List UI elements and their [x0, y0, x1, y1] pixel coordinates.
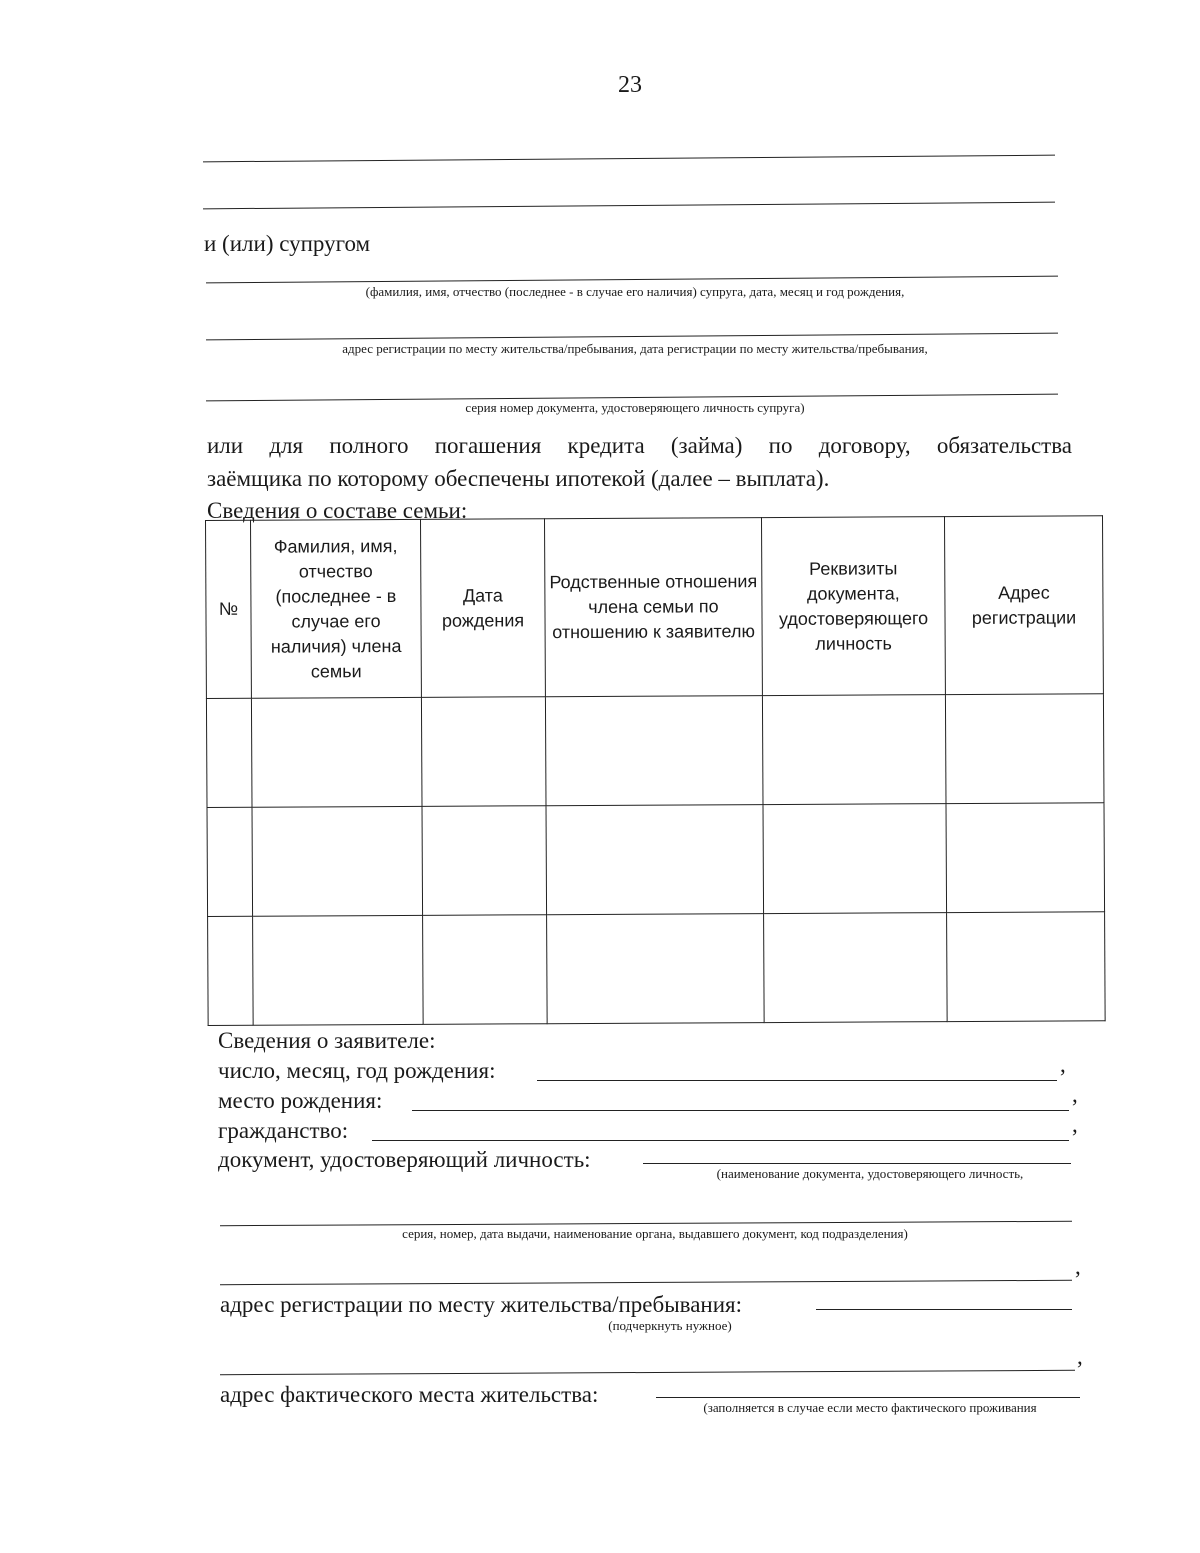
table-cell[interactable]	[421, 697, 546, 807]
actual-address-caption: (заполняется в случае если место фактического проживания	[703, 1400, 1037, 1415]
applicant-heading: Сведения о заявителе:	[218, 1028, 436, 1053]
page-number: 23	[618, 72, 642, 98]
table-row	[208, 912, 1106, 1026]
table-cell[interactable]	[207, 807, 253, 916]
header-full-name: Фамилия, имя, отчество (последнее - в случае его наличия) члена семьи	[251, 519, 422, 698]
reg-address-extra-comma: ,	[1077, 1344, 1083, 1369]
table-cell[interactable]	[946, 803, 1105, 913]
table-cell[interactable]	[208, 916, 254, 1025]
reg-address-extra-field[interactable]	[220, 1370, 1075, 1375]
paragraph-line-2: заёмщика по которому обеспечены ипотекой (далее – выплата).	[207, 466, 830, 491]
id-document-caption: (наименование документа, удостоверяющего личность,	[716, 1166, 1024, 1181]
header-relationship: Родственные отношения члена семьи по отношению к заявителю	[544, 518, 762, 697]
citizenship-field[interactable]	[372, 1140, 1069, 1141]
table-cell[interactable]	[546, 805, 764, 915]
table-cell[interactable]	[423, 915, 548, 1025]
header-address: Адрес регистрации	[944, 516, 1103, 695]
spouse-address-caption: адрес регистрации по месту жительства/пребывания, дата регистрации по месту жительства/пребывания,	[342, 341, 928, 356]
table-cell[interactable]	[764, 913, 948, 1023]
citizenship-comma: ,	[1072, 1112, 1078, 1137]
spouse-name-caption: (фамилия, имя, отчество (последнее - в случае его наличия) супруга, дата, месяц и год рождения,	[365, 284, 905, 299]
table-cell[interactable]	[762, 695, 946, 805]
actual-address-field[interactable]	[656, 1397, 1080, 1398]
spouse-name-line[interactable]	[206, 276, 1058, 284]
paragraph-line-1: или для полного погашения кредита (займа) по договору, обязательства	[207, 433, 1072, 458]
spouse-address-line[interactable]	[206, 333, 1058, 341]
header-number: №	[206, 520, 252, 698]
id-details-caption: серия, номер, дата выдачи, наименование органа, выдавшего документ, код подразделения)	[402, 1226, 908, 1241]
citizenship-label: гражданство:	[218, 1118, 349, 1143]
table-cell[interactable]	[947, 912, 1106, 1022]
id-extra-comma: ,	[1075, 1254, 1081, 1279]
spouse-document-caption: серия номер документа, удостоверяющего личность супруга)	[465, 400, 805, 415]
table-cell[interactable]	[763, 804, 947, 914]
actual-address-label: адрес фактического места жительства:	[220, 1382, 599, 1407]
table-row	[206, 694, 1104, 808]
birth-date-field[interactable]	[537, 1080, 1057, 1081]
reg-address-label: адрес регистрации по месту жительства/пребывания:	[220, 1292, 742, 1317]
birth-place-label: место рождения:	[218, 1088, 383, 1113]
table-cell[interactable]	[547, 914, 765, 1024]
birth-date-label: число, месяц, год рождения:	[218, 1058, 496, 1083]
table-cell[interactable]	[251, 697, 422, 807]
spouse-label: и (или) супругом	[204, 231, 371, 256]
table-header-row	[206, 516, 1104, 699]
header-id-document: Реквизиты документа, удостоверяющего личность	[761, 517, 945, 696]
id-extra-field[interactable]	[220, 1280, 1072, 1285]
table-cell[interactable]	[945, 694, 1104, 804]
table-cell[interactable]	[252, 806, 423, 916]
birth-date-comma: ,	[1060, 1052, 1066, 1077]
table-cell[interactable]	[253, 915, 424, 1025]
table-row	[207, 803, 1105, 917]
birth-place-comma: ,	[1072, 1082, 1078, 1107]
id-document-label: документ, удостоверяющий личность:	[218, 1147, 591, 1172]
table-cell[interactable]	[206, 698, 252, 807]
reg-address-field[interactable]	[816, 1309, 1072, 1310]
reg-address-caption: (подчеркнуть нужное)	[608, 1318, 732, 1333]
birth-place-field[interactable]	[412, 1110, 1069, 1111]
blank-line-1[interactable]	[203, 155, 1055, 163]
table-cell[interactable]	[422, 806, 547, 916]
table-cell[interactable]	[545, 696, 763, 806]
family-composition-heading: Сведения о составе семьи:	[207, 498, 468, 523]
family-table	[205, 515, 1106, 1026]
header-birth-date: Дата рождения	[420, 519, 545, 698]
blank-line-2[interactable]	[203, 202, 1055, 210]
id-document-field[interactable]	[643, 1163, 1071, 1164]
